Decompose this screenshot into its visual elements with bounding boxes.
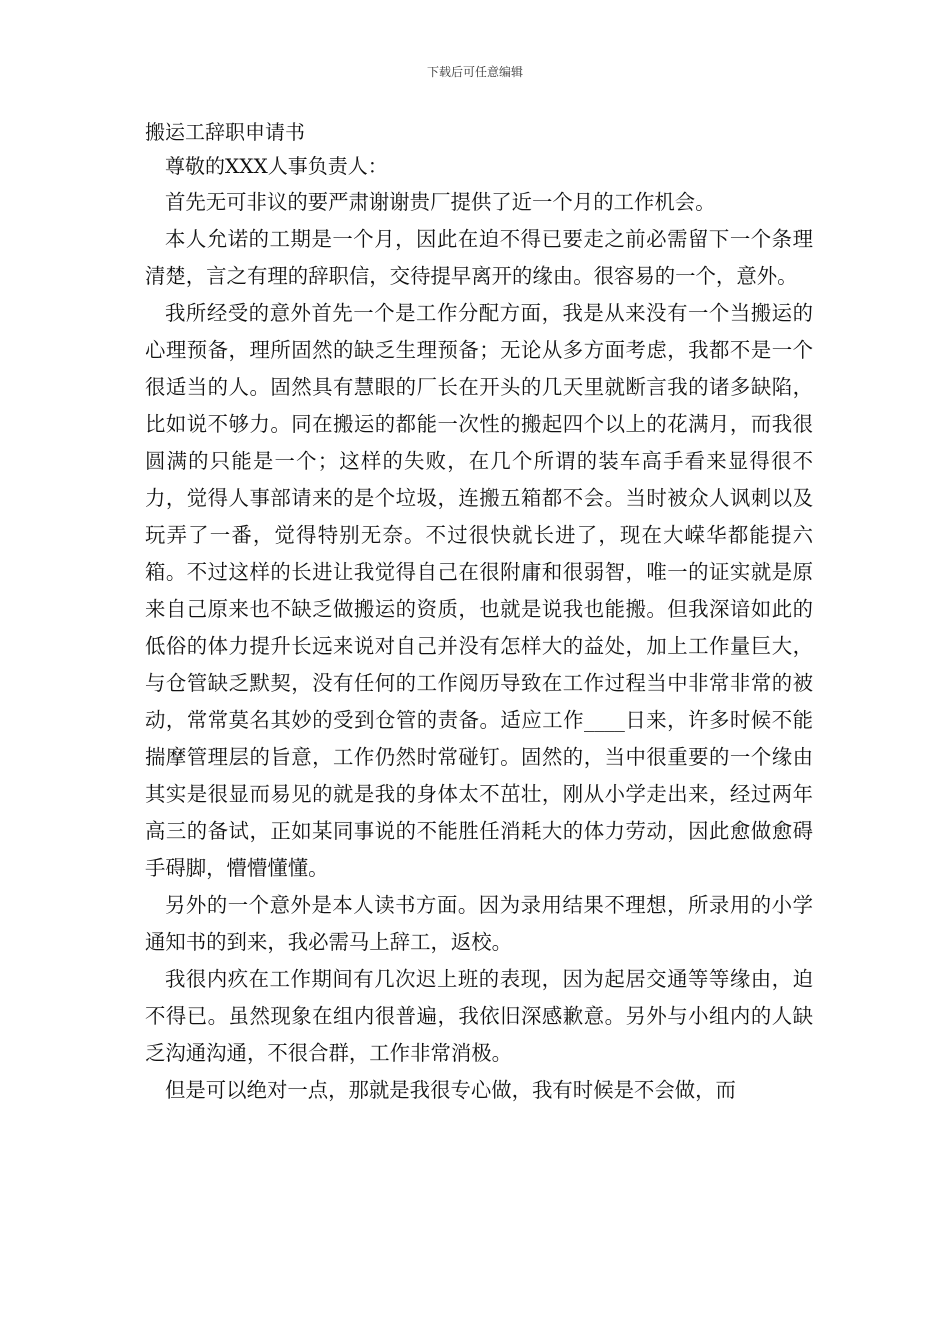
paragraph-6: 但是可以绝对一点，那就是我很专心做，我有时候是不会做，而: [165, 1078, 736, 1102]
salutation: 尊敬的XXX人事负责人：: [165, 154, 388, 178]
paragraph-3: 我所经受的意外首先一个是工作分配方面，我是从来没有一个当搬运的心理预备，理所固然的缺乏生理预备；无论从多方面考虑，我都不是一个很适当的人。固然具有慧眼的厂长在开头的几天里就断言我的诸多缺陷，比如说不够力。同在搬运的都能一次性的搬起四个以上的花满月，而我很圆满的只能是一个；这样的失败，在几个所谓的装车高手看来显得很不力，觉得人事部请来的是个垃圾，连搬五箱都不会。当时被众人讽刺以及玩弄了一番，觉得特别无奈。不过很快就长进了，现在大嵘华都能提六箱。不过这样的长进让我觉得自己在很附庸和很弱智，唯一的证实就是原来自己原来也不缺乏做搬运的资质，也就是说我也能搬。但我深谙如此的低俗的体力提升长远来说对自己并没有怎样大的益处，加上工作量巨大，与仓管缺乏默契，没有任何的工作阅历导致在工作过程当中非常非常的被动，常常莫名其妙的受到仓管的责备。适应工作____日来，许多时候不能揣摩管理层的旨意，工作仍然时常碰钉。固然的，当中很重要的一个缘由其实是很显而易见的就是我的身体太不茁壮，刚从小学走出来，经过两年高三的备试，正如某同事说的不能胜任消耗大的体力劳动，因此愈做愈碍手碍脚，懵懵懂懂。: [145, 301, 813, 880]
paragraph-5: 我很内疚在工作期间有几次迟上班的表现，因为起居交通等等缘由，迫不得已。虽然现象在组内很普遍，我依旧深感歉意。另外与小组内的人缺乏沟通沟通，不很合群，工作非常消极。: [145, 967, 813, 1065]
page-header-note: 下载后可任意编辑: [426, 65, 523, 79]
paragraph-1: 首先无可非议的要严肃谢谢贵厂提供了近一个月的工作机会。: [165, 190, 716, 214]
paragraph-4: 另外的一个意外是本人读书方面。因为录用结果不理想，所录用的小学通知书的到来，我必需马上辞工，返校。: [145, 893, 813, 954]
document-body: [145, 116, 813, 1109]
paragraph-2: 本人允诺的工期是一个月，因此在迫不得已要走之前必需留下一个条理清楚，言之有理的辞职信，交待提早离开的缘由。很容易的一个，意外。: [145, 227, 813, 288]
document-title: 搬运工辞职申请书: [145, 120, 305, 144]
